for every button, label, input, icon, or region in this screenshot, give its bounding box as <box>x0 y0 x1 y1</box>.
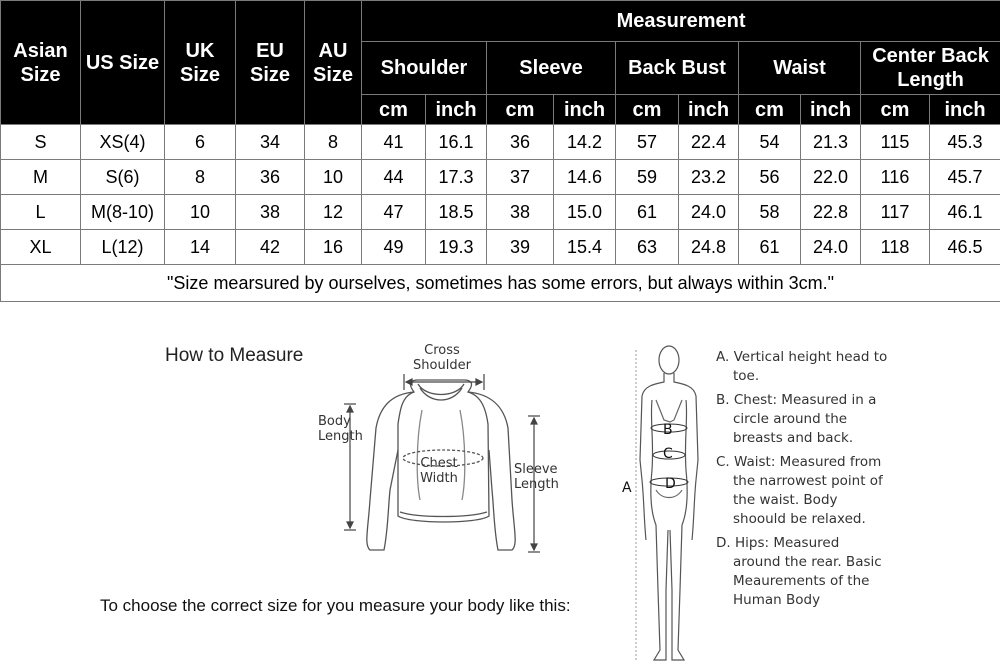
sweater-measure-diagram <box>318 340 568 570</box>
body-measure-figure <box>632 340 712 670</box>
cell-back-bust-cm: 59 <box>616 160 679 195</box>
cell-asian-size: L <box>1 195 81 230</box>
cell-shoulder-inch: 19.3 <box>426 230 487 265</box>
cell-au-size: 16 <box>305 230 362 265</box>
cell-center-back-length-cm: 117 <box>861 195 930 230</box>
cell-shoulder-inch: 17.3 <box>426 160 487 195</box>
table-row <box>1 160 1000 195</box>
cell-waist-cm: 56 <box>739 160 801 195</box>
header-sleeve: Sleeve <box>487 42 616 95</box>
cell-center-back-length-inch: 46.1 <box>930 195 1000 230</box>
cell-uk-size: 10 <box>165 195 236 230</box>
table-row <box>1 195 1000 230</box>
cell-waist-inch: 22.8 <box>801 195 861 230</box>
chest-width-label: Chest Width <box>420 456 458 486</box>
cell-back-bust-inch: 24.8 <box>679 230 739 265</box>
cell-uk-size: 8 <box>165 160 236 195</box>
cell-uk-size: 6 <box>165 125 236 160</box>
unit-cm: cm <box>362 95 426 125</box>
table-row <box>1 230 1000 265</box>
unit-cm: cm <box>616 95 679 125</box>
cell-back-bust-inch: 24.0 <box>679 195 739 230</box>
marker-c: C <box>663 446 673 462</box>
cell-au-size: 8 <box>305 125 362 160</box>
body-length-label: Body Length <box>318 414 363 444</box>
unit-inch: inch <box>930 95 1000 125</box>
cell-center-back-length-inch: 45.3 <box>930 125 1000 160</box>
cell-waist-cm: 54 <box>739 125 801 160</box>
cell-shoulder-inch: 18.5 <box>426 195 487 230</box>
cell-sleeve-cm: 38 <box>487 195 554 230</box>
unit-cm: cm <box>861 95 930 125</box>
marker-b: B <box>663 422 673 438</box>
cell-center-back-length-cm: 115 <box>861 125 930 160</box>
marker-d: D <box>665 476 676 492</box>
cell-sleeve-cm: 37 <box>487 160 554 195</box>
cell-center-back-length-cm: 116 <box>861 160 930 195</box>
note-chest: B. Chest: Measured in a circle around the breasts and back. <box>716 392 877 446</box>
marker-a: A <box>622 480 632 496</box>
cell-waist-inch: 22.0 <box>801 160 861 195</box>
cell-back-bust-cm: 57 <box>616 125 679 160</box>
header-au-size: AU Size <box>305 1 362 125</box>
cell-back-bust-inch: 22.4 <box>679 125 739 160</box>
cell-us-size: XS(4) <box>81 125 165 160</box>
cell-us-size: L(12) <box>81 230 165 265</box>
unit-inch: inch <box>554 95 616 125</box>
cell-sleeve-cm: 39 <box>487 230 554 265</box>
cell-back-bust-inch: 23.2 <box>679 160 739 195</box>
unit-inch: inch <box>426 95 487 125</box>
header-uk-size: UK Size <box>165 1 236 125</box>
note-waist: C. Waist: Measured from the narrowest point of the waist. Body shoould be relaxed. <box>716 454 883 527</box>
cell-back-bust-cm: 61 <box>616 195 679 230</box>
cell-eu-size: 38 <box>236 195 305 230</box>
cell-sleeve-inch: 15.0 <box>554 195 616 230</box>
cell-sleeve-inch: 14.2 <box>554 125 616 160</box>
cell-eu-size: 36 <box>236 160 305 195</box>
cell-au-size: 10 <box>305 160 362 195</box>
header-shoulder: Shoulder <box>362 42 487 95</box>
cross-shoulder-label: Cross Shoulder <box>413 343 471 373</box>
note-height: A. Vertical height head to toe. <box>716 349 888 384</box>
body-measure-notes <box>716 348 891 615</box>
cell-shoulder-cm: 44 <box>362 160 426 195</box>
unit-cm: cm <box>487 95 554 125</box>
cell-shoulder-inch: 16.1 <box>426 125 487 160</box>
table-body <box>1 125 1000 302</box>
cell-center-back-length-inch: 46.5 <box>930 230 1000 265</box>
cell-uk-size: 14 <box>165 230 236 265</box>
cell-shoulder-cm: 49 <box>362 230 426 265</box>
unit-inch: inch <box>679 95 739 125</box>
cell-sleeve-inch: 14.6 <box>554 160 616 195</box>
cell-waist-inch: 21.3 <box>801 125 861 160</box>
cell-asian-size: M <box>1 160 81 195</box>
measurement-note: "Size mearsured by ourselves, sometimes has some errors, but always within 3cm." <box>1 265 1000 302</box>
cell-sleeve-inch: 15.4 <box>554 230 616 265</box>
size-chart-table <box>0 0 1000 302</box>
unit-cm: cm <box>739 95 801 125</box>
cell-shoulder-cm: 41 <box>362 125 426 160</box>
table-row <box>1 125 1000 160</box>
how-to-measure-title: How to Measure <box>165 345 304 366</box>
cell-back-bust-cm: 63 <box>616 230 679 265</box>
cell-eu-size: 42 <box>236 230 305 265</box>
cell-waist-cm: 61 <box>739 230 801 265</box>
cell-waist-cm: 58 <box>739 195 801 230</box>
cell-center-back-length-cm: 118 <box>861 230 930 265</box>
cell-au-size: 12 <box>305 195 362 230</box>
header-asian-size: Asian Size <box>1 1 81 125</box>
cell-asian-size: S <box>1 125 81 160</box>
cell-us-size: M(8-10) <box>81 195 165 230</box>
cell-asian-size: XL <box>1 230 81 265</box>
header-waist: Waist <box>739 42 861 95</box>
unit-inch: inch <box>801 95 861 125</box>
cell-eu-size: 34 <box>236 125 305 160</box>
note-hips: D. Hips: Measured around the rear. Basic Meaurements of the Human Body <box>716 535 882 608</box>
choose-size-instruction: To choose the correct size for you measure your body like this: <box>100 596 571 615</box>
cell-center-back-length-inch: 45.7 <box>930 160 1000 195</box>
sleeve-length-label: Sleeve Length <box>514 462 559 492</box>
header-eu-size: EU Size <box>236 1 305 125</box>
cell-waist-inch: 24.0 <box>801 230 861 265</box>
cell-sleeve-cm: 36 <box>487 125 554 160</box>
cell-us-size: S(6) <box>81 160 165 195</box>
header-us-size: US Size <box>81 1 165 125</box>
cell-shoulder-cm: 47 <box>362 195 426 230</box>
header-measurement: Measurement <box>362 1 1000 42</box>
header-center-back-length: Center Back Length <box>861 42 1000 95</box>
table-header <box>1 1 1000 125</box>
header-back-bust: Back Bust <box>616 42 739 95</box>
